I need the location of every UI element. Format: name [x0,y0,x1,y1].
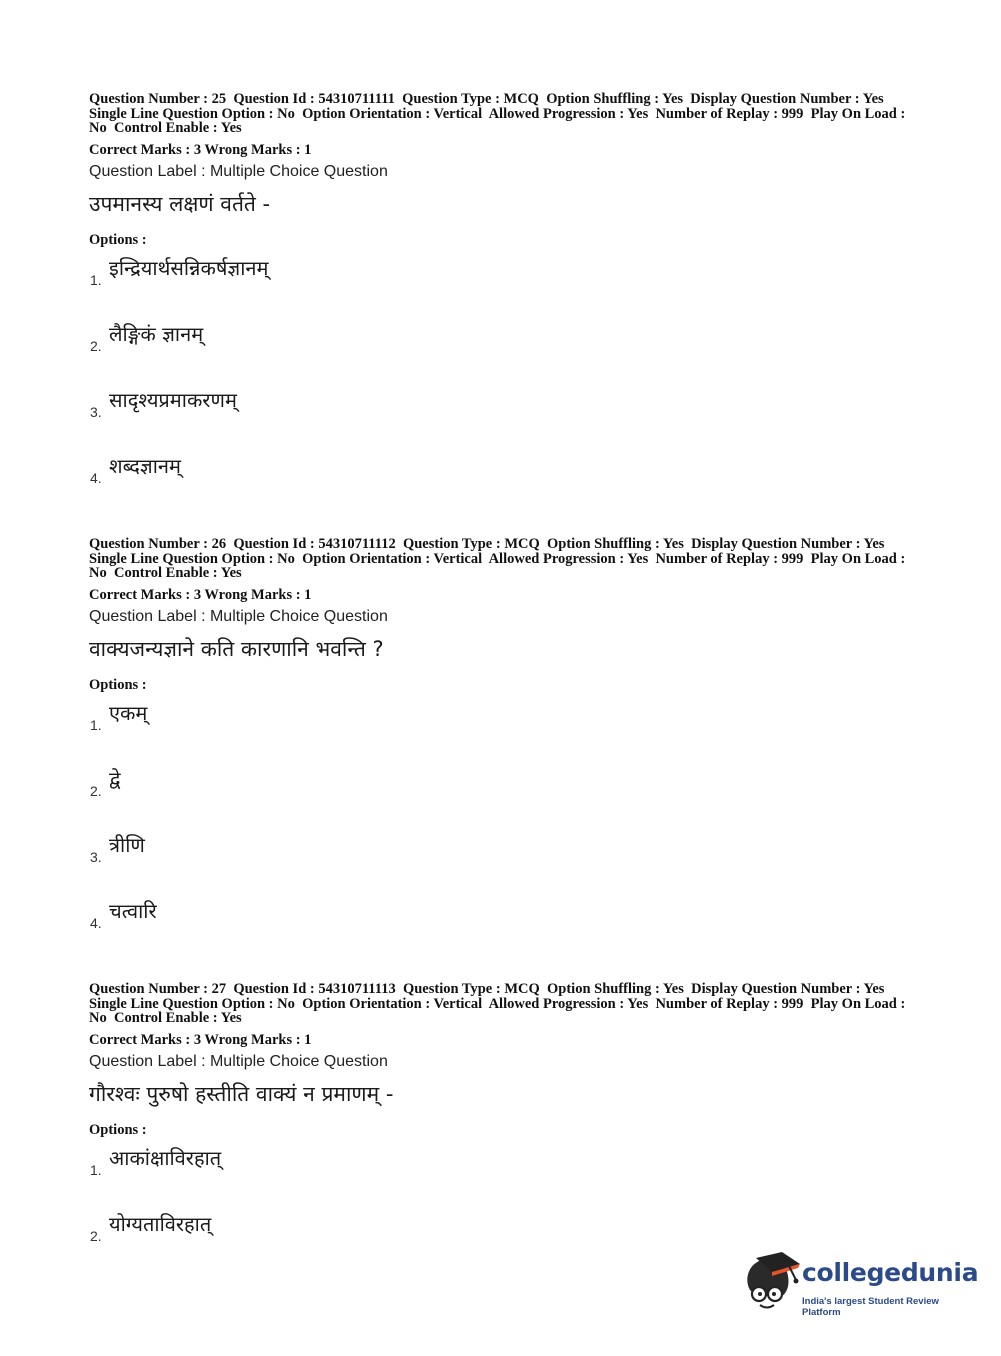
option-text: आकांक्षाविरहात् [109,1145,222,1170]
option-number: 1. [90,271,102,288]
option-text: द्वे [109,766,121,791]
option-text: सादृश्यप्रमाकरणम् [109,387,237,412]
option-number: 3. [90,403,102,420]
option-text: एकम् [109,700,148,725]
logo-wordmark: collegedunia [802,1258,979,1287]
question-text: वाक्यजन्यज्ञाने कति कारणानि भवन्ति ? [89,636,384,661]
question-27 [89,982,919,1270]
options-heading: Options : [89,231,147,248]
option-text: चत्वारि [109,898,157,923]
question-label: Question Label : Multiple Choice Question [89,607,388,625]
option-number: 2. [90,1227,102,1244]
question-marks: Correct Marks : 3 Wrong Marks : 1 [89,586,312,603]
options-heading: Options : [89,1121,147,1138]
question-marks: Correct Marks : 3 Wrong Marks : 1 [89,1031,312,1048]
option-3 [89,380,919,446]
options-heading: Options : [89,676,147,693]
option-number: 4. [90,469,102,486]
question-meta: Question Number : 26 Question Id : 54310711112 Question Type : MCQ Option Shuffling : Yes Display Question Number : Yes Single Line Question Option : No Option Orientation : Vertical Allowed Progression : Yes Number of Replay : 999 Play On Load : No Control Enable : Yes [89,536,906,582]
option-number: 2. [90,782,102,799]
option-1 [89,248,919,314]
option-number: 1. [90,1161,102,1178]
option-4 [89,891,919,957]
question-label: Question Label : Multiple Choice Question [89,1052,388,1070]
logo-tagline: India's largest Student Review Platform [802,1296,939,1318]
option-3 [89,825,919,891]
collegedunia-logo[interactable] [742,1250,979,1320]
option-text: योग्यताविरहात् [109,1211,212,1236]
option-2 [89,759,919,825]
option-text: त्रीणि [109,832,145,857]
option-1 [89,693,919,759]
question-25 [89,92,919,512]
option-4 [89,446,919,512]
option-number: 4. [90,914,102,931]
option-2 [89,314,919,380]
option-text: लैङ्गिकं ज्ञानम् [109,321,204,346]
mascot-graduation-cap-icon [742,1250,800,1312]
question-label: Question Label : Multiple Choice Question [89,162,388,180]
question-text: उपमानस्य लक्षणं वर्तते - [89,191,271,216]
option-number: 1. [90,716,102,733]
option-1 [89,1138,919,1204]
question-marks: Correct Marks : 3 Wrong Marks : 1 [89,141,312,158]
option-text: शब्दज्ञानम् [109,453,181,478]
question-meta: Question Number : 27 Question Id : 54310711113 Question Type : MCQ Option Shuffling : Yes Display Question Number : Yes Single Line Question Option : No Option Orientation : Vertical Allowed Progression : Yes Number of Replay : 999 Play On Load : No Control Enable : Yes [89,981,906,1027]
question-text: गौरश्वः पुरुषो हस्तीति वाक्यं न प्रमाणम् - [89,1081,394,1106]
question-meta: Question Number : 25 Question Id : 54310711111 Question Type : MCQ Option Shuffling : Yes Display Question Number : Yes Single Line Question Option : No Option Orientation : Vertical Allowed Progression : Yes Number of Replay : 999 Play On Load : No Control Enable : Yes [89,91,906,137]
question-26 [89,537,919,957]
option-number: 2. [90,337,102,354]
option-number: 3. [90,848,102,865]
option-text: इन्द्रियार्थसन्निकर्षज्ञानम् [109,255,269,280]
